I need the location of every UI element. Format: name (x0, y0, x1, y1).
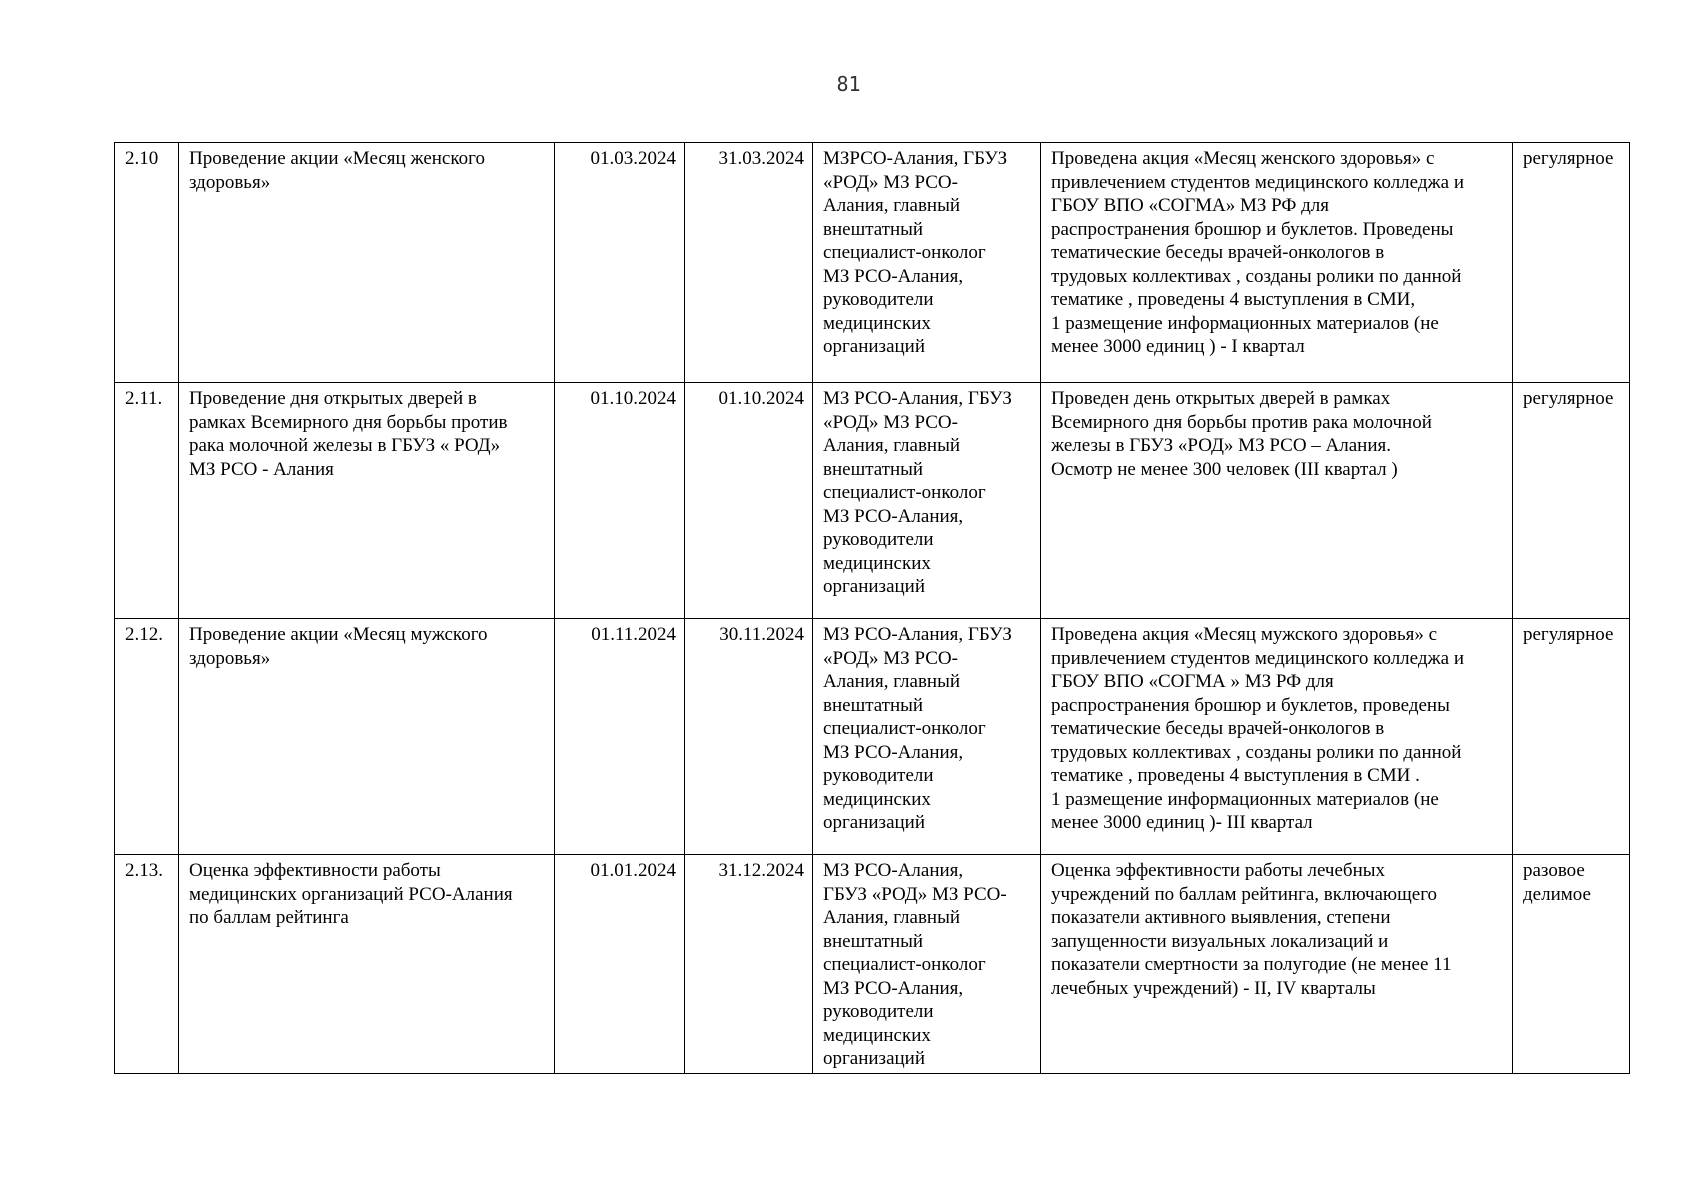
activity-name: Оценка эффективности работы медицинских организаций РСО-Алания по баллам рейтинга (179, 855, 555, 1074)
activity-type: регулярное (1513, 619, 1630, 855)
activity-name: Проведение акции «Месяц мужского здоровья» (179, 619, 555, 855)
result-description: Оценка эффективности работы лечебных учреждений по баллам рейтинга, включающего показатели активного выявления, степени запущенности визуальных локализаций и показатели смертности за полугодие (не менее 11 лечебных учреждений) - II, IV кварталы (1041, 855, 1513, 1074)
result-description: Проведен день открытых дверей в рамках Всемирного дня борьбы против рака молочной железы в ГБУЗ «РОД» МЗ РСО – Алания. Осмотр не менее 300 человек (III квартал ) (1041, 383, 1513, 619)
table-row (115, 143, 1630, 383)
activities-table (114, 142, 1630, 1074)
result-description: Проведена акция «Месяц женского здоровья» с привлечением студентов медицинского колледжа и ГБОУ ВПО «СОГМА» МЗ РФ для распространения брошюр и буклетов. Проведены тематические беседы врачей-онкологов в трудовых коллективах , созданы ролики по данной тематике , проведены 4 выступления в СМИ, 1 размещение информационных материалов (не менее 3000 единиц ) - I квартал (1041, 143, 1513, 383)
start-date: 01.01.2024 (555, 855, 685, 1074)
activity-name: Проведение дня открытых дверей в рамках Всемирного дня борьбы против рака молочной железы в ГБУЗ « РОД» МЗ РСО - Алания (179, 383, 555, 619)
end-date: 31.12.2024 (685, 855, 813, 1074)
end-date: 01.10.2024 (685, 383, 813, 619)
table-row (115, 619, 1630, 855)
activity-name: Проведение акции «Месяц женского здоровья» (179, 143, 555, 383)
executors: МЗ РСО-Алания, ГБУЗ «РОД» МЗ РСО- Алания, главный внештатный специалист-онколог МЗ РСО-Алания, руководители медицинских организаций (813, 383, 1041, 619)
table-row (115, 855, 1630, 1074)
end-date: 31.03.2024 (685, 143, 813, 383)
executors: МЗРСО-Алания, ГБУЗ «РОД» МЗ РСО- Алания, главный внештатный специалист-онколог МЗ РСО-Алания, руководители медицинских организаций (813, 143, 1041, 383)
activity-type: регулярное (1513, 383, 1630, 619)
result-description: Проведена акция «Месяц мужского здоровья» с привлечением студентов медицинского колледжа и ГБОУ ВПО «СОГМА » МЗ РФ для распространения брошюр и буклетов, проведены тематические беседы врачей-онкологов в трудовых коллективах , созданы ролики по данной тематике , проведены 4 выступления в СМИ . 1 размещение информационных материалов (не менее 3000 единиц )- III квартал (1041, 619, 1513, 855)
executors: МЗ РСО-Алания, ГБУЗ «РОД» МЗ РСО- Алания, главный внештатный специалист-онколог МЗ РСО-Алания, руководители медицинских организаций (813, 619, 1041, 855)
row-number: 2.10 (115, 143, 179, 383)
table-row (115, 383, 1630, 619)
start-date: 01.03.2024 (555, 143, 685, 383)
activity-type: регулярное (1513, 143, 1630, 383)
row-number: 2.11. (115, 383, 179, 619)
page-number: 81 (836, 72, 861, 96)
row-number: 2.12. (115, 619, 179, 855)
start-date: 01.11.2024 (555, 619, 685, 855)
start-date: 01.10.2024 (555, 383, 685, 619)
executors: МЗ РСО-Алания, ГБУЗ «РОД» МЗ РСО- Алания, главный внештатный специалист-онколог МЗ РСО-Алания, руководители медицинских организаций (813, 855, 1041, 1074)
end-date: 30.11.2024 (685, 619, 813, 855)
activity-type: разовое делимое (1513, 855, 1630, 1074)
row-number: 2.13. (115, 855, 179, 1074)
